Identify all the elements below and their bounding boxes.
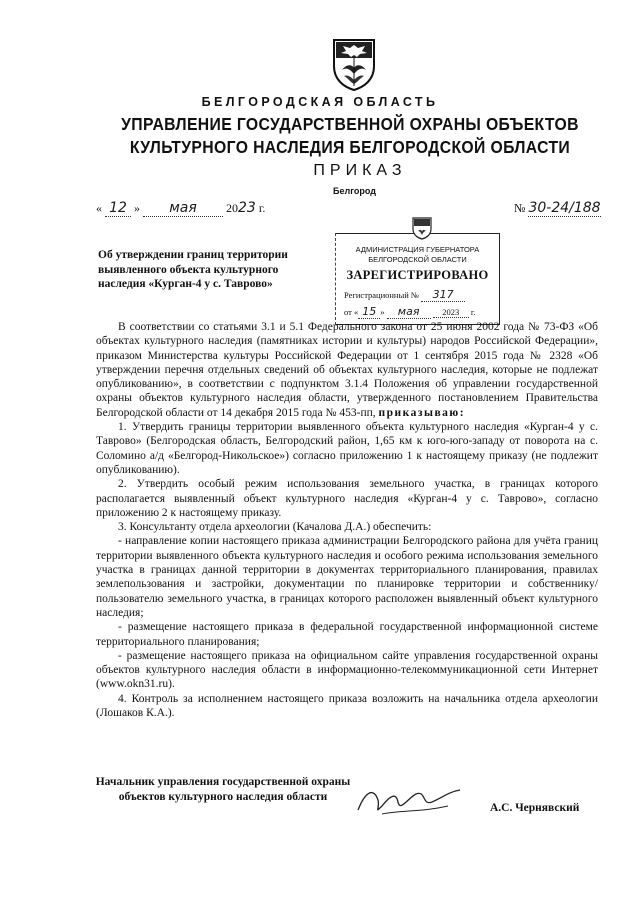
item-2: 2. Утвердить особый режим использования земельного участка, в границах которого располагается выявленный объект культурного наследия «Курган-4 у с. Таврово», согласно приложению 2 к настоящему приказу. — [96, 478, 598, 519]
stamp-date-day: 15 — [358, 305, 380, 319]
date-year-unit: г. — [258, 201, 266, 215]
item-3a: - направление копии настоящего приказа администрации Белгородского района для учёта границ территории выявленного объекта культурного наследия и особого режима использования земельного участка в границах данной территории в документах территориального планирования, правилах землепользования и застройки, документации по планировке территории и собственнику/пользователю земельного участка, в границах которого расположен выявленный объект культурного наследия; — [96, 535, 598, 619]
signatory-name: А.С. Чернявский — [490, 802, 580, 814]
preamble-text: В соответствии со статьями 3.1 и 5.1 Федерального закона от 25 июня 2002 года № 73-ФЗ «Об объектах культурного наследия (памятниках истории и культуры) народов Российской Федерации», приказом Министерства культуры Российской Федерации от 1 сентября 2015 года № 2328 «Об утверждении перечня отдельных сведений об объектах культурного наследия, которые не подлежат опубликованию», в соответствии с подпунктом 3.1.4 Положения об управлении государственной охраны объектов культурного наследия области, утвержденного постановлением Правительства Белгородской области от 14 декабря 2015 года № 453-пп, — [96, 321, 598, 419]
agency-name-line2: КУЛЬТУРНОГО НАСЛЕДИЯ БЕЛГОРОДСКОЙ ОБЛАСТИ — [129, 137, 571, 157]
agency-name-line1: УПРАВЛЕНИЕ ГОСУДАРСТВЕННОЙ ОХРАНЫ ОБЪЕКТОВ — [121, 114, 579, 134]
stamp-reg-number — [344, 288, 465, 302]
region-name: БЕЛГОРОДСКАЯ ОБЛАСТЬ — [201, 95, 439, 109]
stamp-org-line2: БЕЛГОРОДСКОЙ ОБЛАСТИ — [368, 255, 467, 264]
stamp-reg-label: Регистрационный № — [344, 290, 419, 300]
date-day: 12 — [105, 200, 131, 217]
stamp-date-year: 2023 — [433, 307, 469, 318]
handwritten-signature — [352, 780, 472, 824]
item-4: 4. Контроль за исполнением настоящего приказа возложить на начальника отдела археологии (Лошаков К.А.). — [96, 692, 598, 720]
coat-of-arms-emblem — [330, 36, 378, 92]
number-label: № — [514, 201, 526, 215]
order-word: приказываю: — [378, 406, 466, 419]
stamp-date-unit: г. — [470, 307, 476, 317]
signatory-title: Начальник управления государственной охраны объектов культурного наследия области — [95, 776, 351, 803]
stamp-emblem-icon — [410, 216, 434, 240]
stamp-date — [344, 305, 476, 319]
stamp-org-line1: АДМИНИСТРАЦИЯ ГУБЕРНАТОРА — [355, 245, 480, 254]
stamp-reg-value: 317 — [421, 288, 465, 302]
preamble-paragraph — [96, 320, 598, 420]
order-subject: Об утверждении границ территории выявленного объекта культурного наследия «Курган-4 у с. Таврово» — [98, 249, 288, 290]
stamp-date-month: мая — [387, 305, 431, 319]
item-1: 1. Утвердить границы территории выявленного объекта культурного наследия «Курган-4 у с. Таврово» (Белгородская область, Белгородский район, 1,65 км к юго-юго-западу от поворота на с. Соломино а/д «Белгород-Никольское») согласно приложению 1 к настоящему приказу (не подлежит опубликованию). — [96, 421, 598, 476]
date-year-suffix: 23 — [238, 200, 256, 216]
item-3b: - размещение настоящего приказа в федеральной государственной информационной системе территориального планирования; — [96, 621, 598, 648]
date-year-prefix: 20 — [226, 201, 238, 215]
order-body — [96, 320, 598, 720]
stamp-date-prefix: от « — [344, 307, 359, 317]
stamp-date-mid: » — [380, 307, 385, 317]
number-value: 30-24/188 — [528, 200, 601, 216]
document-type: ПРИКАЗ — [313, 162, 407, 179]
order-date — [96, 200, 265, 217]
item-3: 3. Консультанту отдела археологии (Качалова Д.А.) обеспечить: — [118, 521, 432, 534]
date-open-quote: « — [96, 201, 102, 215]
item-3c: - размещение настоящего приказа на официальном сайте управления государственной охраны объектов культурного наследия области в информационно-телекоммуникационной сети Интернет (www.okn31.ru). — [96, 649, 598, 691]
date-close-quote: » — [134, 201, 140, 215]
city-name: Белгород — [333, 186, 376, 196]
stamp-registered: ЗАРЕГИСТРИРОВАНО — [346, 268, 489, 282]
order-number — [514, 200, 601, 217]
date-month: мая — [143, 200, 223, 217]
